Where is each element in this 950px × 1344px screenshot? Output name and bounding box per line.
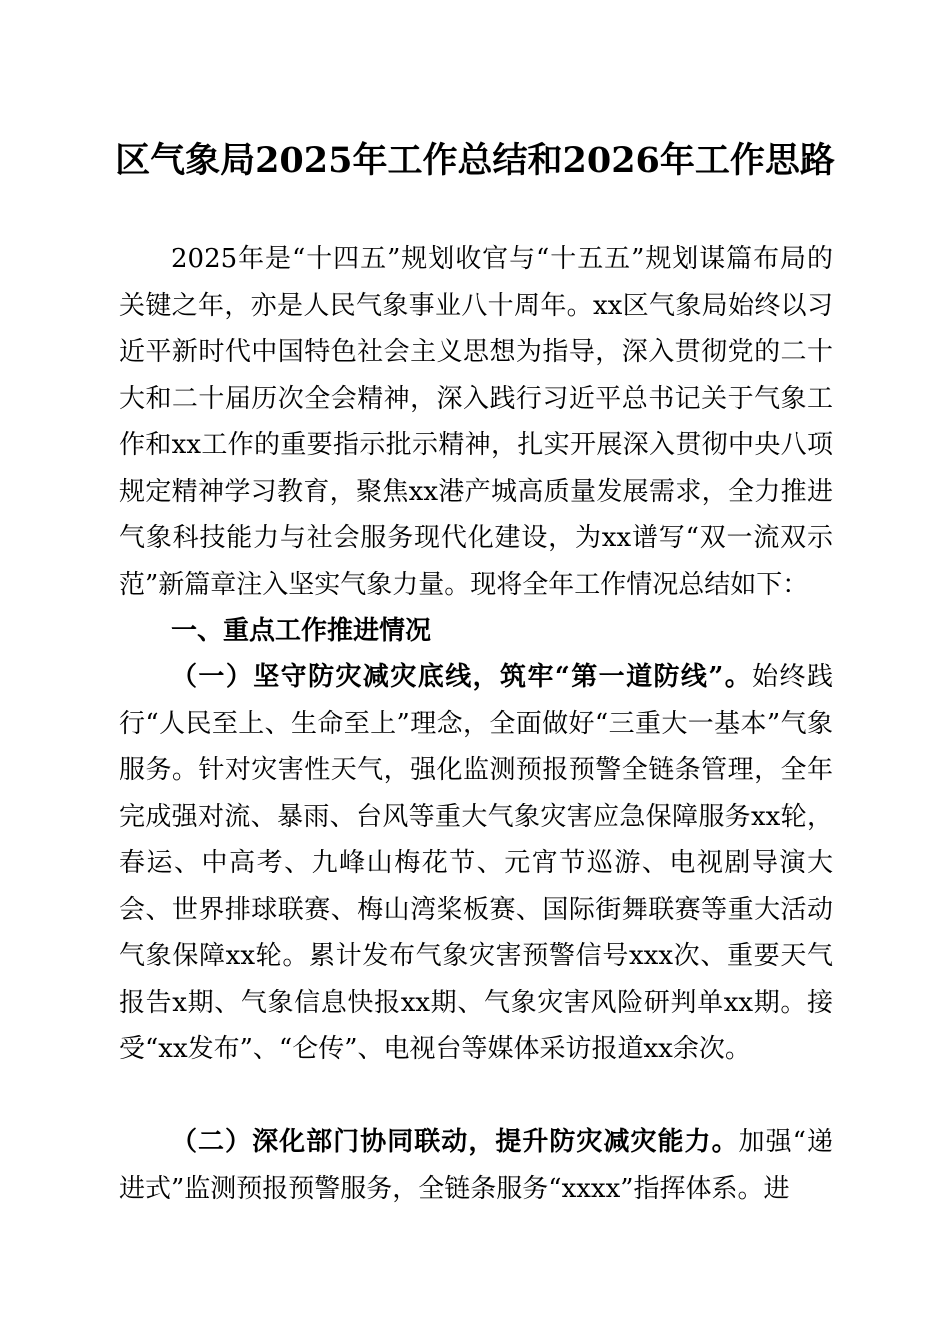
item-2-lead: （二）深化部门协同联动，提升防灾减灾能力。 [171, 1127, 739, 1157]
item-1-paragraph [119, 654, 833, 1073]
document-title: 区气象局2025年工作总结和2026年工作思路 [115, 140, 835, 181]
intro-paragraph: 2025年是“十四五”规划收官与“十五五”规划谋篇布局的关键之年，亦是人民气象事业八十周年。xx区气象局始终以习近平新时代中国特色社会主义思想为指导，深入贯彻党的二十大和二十届历次全会精神，深入践行习近平总书记关于气象工作和xx工作的重要指示批示精神，扎实开展深入贯彻中央八项规定精神学习教育，聚焦xx港产城高质量发展需求，全力推进气象科技能力与社会服务现代化建设，为xx谱写“双一流双示范”新篇章注入坚实气象力量。现将全年工作情况总结如下： [119, 244, 833, 600]
item-1-body: 始终践行“人民至上、生命至上”理念，全面做好“三重大一基本”气象服务。针对灾害性天气，强化监测预报预警全链条管理，全年完成强对流、暴雨、台风等重大气象灾害应急保障服务xx轮，春运、中高考、九峰山梅花节、元宵节巡游、电视剧导演大会、世界排球联赛、梅山湾桨板赛、国际街舞联赛等重大活动气象保障xx轮。累计发布气象灾害预警信号xxx次、重要天气报告x期、气象信息快报xx期、气象灾害风险研判单xx期。接受“xx发布”、“仑传”、电视台等媒体采访报道xx余次。 [119, 662, 833, 1064]
item-2-body: 加强“递进式”监测预报预警服务，全链条服务“xxxx”指挥体系。进 [119, 1127, 833, 1204]
item-2-paragraph [119, 1119, 833, 1212]
section-heading-1: 一、重点工作推进情况 [171, 616, 432, 646]
item-1-lead: （一）坚守防灾减灾底线，筑牢“第一道防线”。 [171, 662, 753, 692]
